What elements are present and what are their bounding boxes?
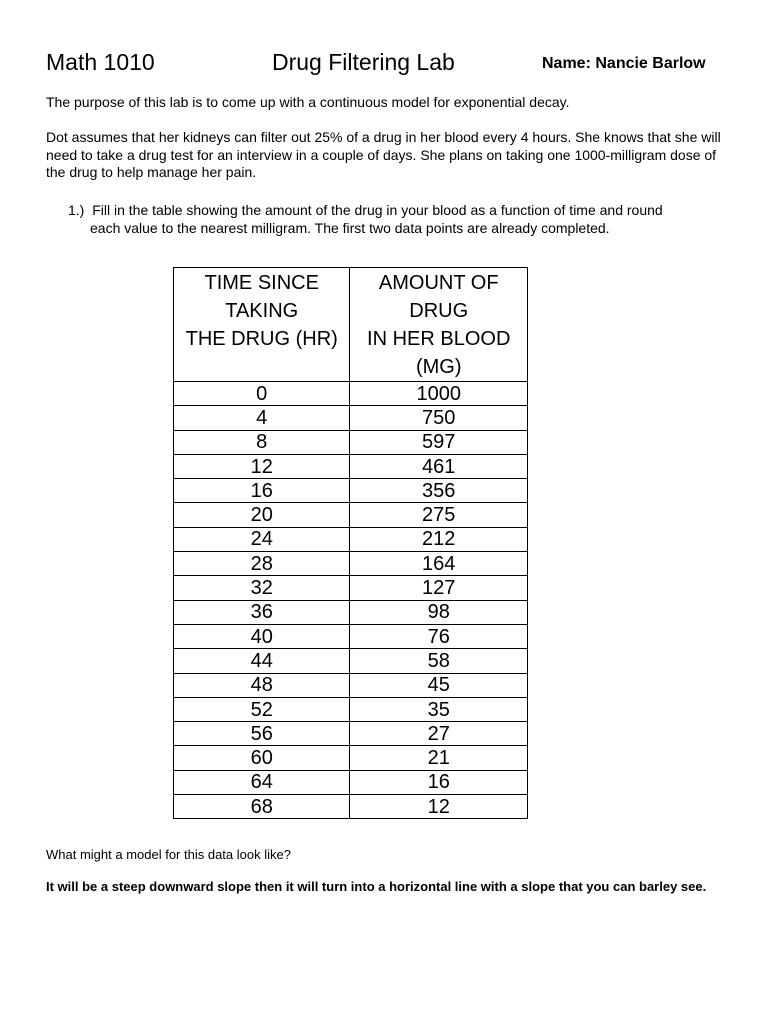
amount-cell: 76 [350, 624, 528, 648]
table-row [174, 382, 528, 406]
amount-cell: 16 [350, 770, 528, 794]
time-cell: 56 [174, 722, 350, 746]
table-row [174, 406, 528, 430]
name-label: Name: [542, 55, 591, 72]
question-1-line-1: Fill in the table showing the amount of the drug in your blood as a function of time and round [92, 202, 663, 218]
amount-cell: 212 [350, 527, 528, 551]
answer-text: It will be a steep downward slope then it will turn into a horizontal line with a slope that you can barley see. [46, 879, 707, 894]
table-row [174, 479, 528, 503]
time-cell: 8 [174, 430, 350, 454]
question-1-number: 1.) [68, 202, 85, 218]
table-row [174, 576, 528, 600]
question-2: What might a model for this data look like? [46, 847, 291, 862]
time-cell: 68 [174, 795, 350, 819]
table-row [174, 770, 528, 794]
time-cell: 48 [174, 673, 350, 697]
amount-cell: 45 [350, 673, 528, 697]
table-row [174, 624, 528, 648]
time-cell: 12 [174, 454, 350, 478]
drug-amount-table [173, 267, 528, 819]
time-cell: 64 [174, 770, 350, 794]
table-row [174, 552, 528, 576]
time-cell: 52 [174, 697, 350, 721]
amount-cell: 750 [350, 406, 528, 430]
question-1 [68, 202, 728, 237]
amount-cell: 35 [350, 697, 528, 721]
table-row [174, 430, 528, 454]
course-title: Math 1010 [46, 49, 155, 75]
table-row [174, 746, 528, 770]
table-row [174, 795, 528, 819]
question-1-line-2: each value to the nearest milligram. The first two data points are already completed. [90, 219, 610, 236]
table-row [174, 649, 528, 673]
time-cell: 36 [174, 600, 350, 624]
time-cell: 24 [174, 527, 350, 551]
amount-cell: 164 [350, 552, 528, 576]
table-row [174, 503, 528, 527]
amount-cell: 1000 [350, 382, 528, 406]
amount-cell: 275 [350, 503, 528, 527]
table-row [174, 673, 528, 697]
amount-cell: 597 [350, 430, 528, 454]
time-cell: 20 [174, 503, 350, 527]
time-cell: 16 [174, 479, 350, 503]
student-name: Nancie Barlow [595, 55, 706, 72]
table-row [174, 454, 528, 478]
time-cell: 4 [174, 406, 350, 430]
lab-title: Drug Filtering Lab [272, 49, 455, 75]
amount-column-header: AMOUNT OF DRUG IN HER BLOOD (MG) [350, 268, 528, 382]
time-cell: 40 [174, 624, 350, 648]
amount-cell: 127 [350, 576, 528, 600]
worksheet-header [46, 48, 726, 80]
time-cell: 32 [174, 576, 350, 600]
time-cell: 28 [174, 552, 350, 576]
table-row [174, 600, 528, 624]
amount-cell: 21 [350, 746, 528, 770]
scenario-paragraph: Dot assumes that her kidneys can filter out 25% of a drug in her blood every 4 hours. She knows that she will need to take a drug test for an interview in a couple of days. She plans on taking one 1000-milligram dose of the drug to help manage her pain. [46, 129, 721, 180]
amount-cell: 461 [350, 454, 528, 478]
amount-cell: 58 [350, 649, 528, 673]
amount-cell: 98 [350, 600, 528, 624]
table-row [174, 722, 528, 746]
purpose-paragraph: The purpose of this lab is to come up with a continuous model for exponential decay. [46, 94, 570, 110]
table-row [174, 527, 528, 551]
time-cell: 60 [174, 746, 350, 770]
table-body [174, 382, 528, 819]
time-column-header: TIME SINCE TAKING THE DRUG (HR) [174, 268, 350, 382]
amount-cell: 356 [350, 479, 528, 503]
table-header-row [174, 268, 528, 382]
time-cell: 44 [174, 649, 350, 673]
amount-cell: 12 [350, 795, 528, 819]
time-cell: 0 [174, 382, 350, 406]
table-row [174, 697, 528, 721]
amount-cell: 27 [350, 722, 528, 746]
student-name-line [542, 54, 706, 74]
